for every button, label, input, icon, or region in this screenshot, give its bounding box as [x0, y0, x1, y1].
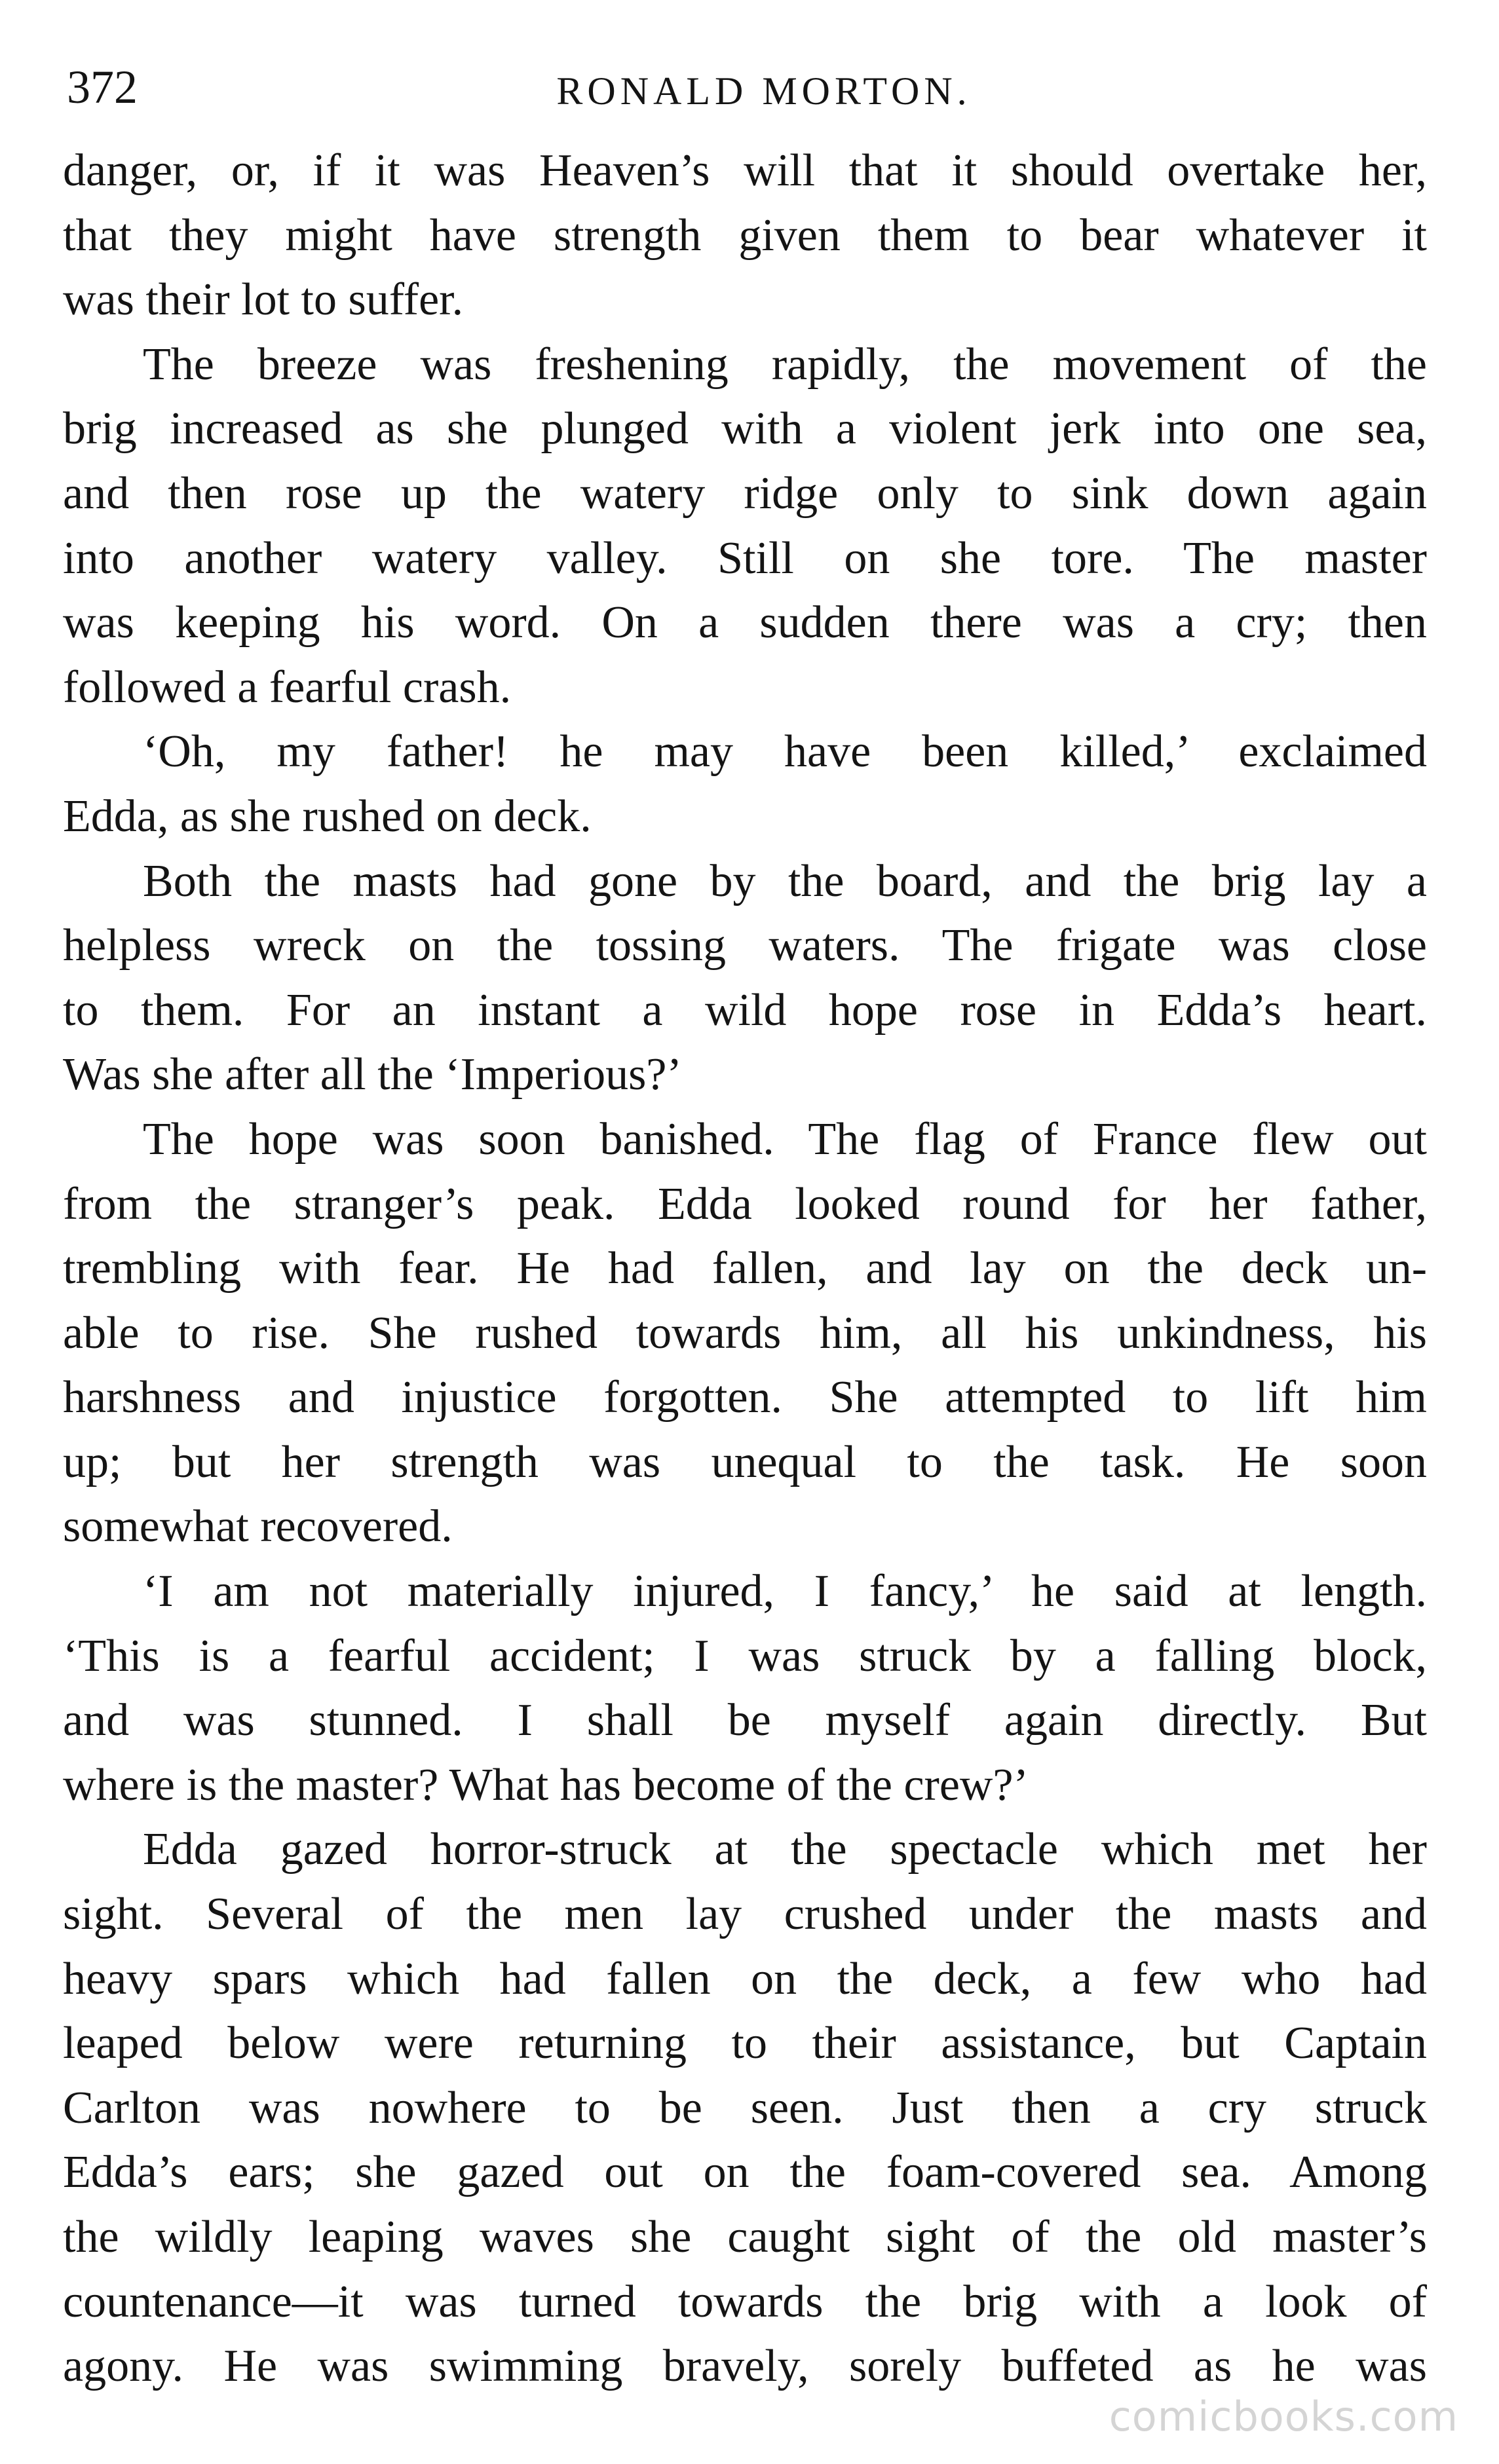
- text-line: agony. He was swimming bravely, sorely buffeted as he was: [63, 2341, 1427, 2392]
- text-line: and was stunned. I shall be myself again directly. But: [63, 1695, 1427, 1746]
- text-line: The hope was soon banished. The flag of France flew out: [143, 1113, 1427, 1165]
- text-line: countenance—it was turned towards the brig with a look of: [63, 2276, 1427, 2327]
- text-line: Both the masts had gone by the board, and the brig lay a: [143, 855, 1427, 906]
- text-line: into another watery valley. Still on she tore. The master: [63, 532, 1427, 584]
- text-line: from the stranger’s peak. Edda looked round for her father,: [63, 1178, 1427, 1229]
- body-text: [63, 139, 1427, 2399]
- text-line: where is the master? What has become of the crew?’: [63, 1759, 1029, 1810]
- text-line: ‘Oh, my father! he may have been killed,’ exclaimed: [143, 726, 1427, 777]
- text-line: heavy spars which had fallen on the deck, a few who had: [63, 1953, 1427, 2004]
- text-line: Edda, as she rushed on deck.: [63, 791, 592, 842]
- text-line: harshness and injustice forgotten. She attempted to lift him: [63, 1372, 1427, 1423]
- text-line: that they might have strength given them to bear whatever it: [63, 210, 1427, 261]
- text-line: trembling with fear. He had fallen, and lay on the deck un-: [63, 1243, 1427, 1294]
- running-title: RONALD MORTON.: [556, 69, 972, 113]
- text-line: danger, or, if it was Heaven’s will that it should overtake her,: [63, 145, 1427, 196]
- text-line: up; but her strength was unequal to the task. He soon: [63, 1436, 1427, 1487]
- text-line: The breeze was freshening rapidly, the movement of the: [143, 339, 1427, 390]
- watermark: comicbooks.com: [1109, 2393, 1458, 2440]
- text-line: was their lot to suffer.: [63, 274, 464, 326]
- text-line: somewhat recovered.: [63, 1501, 453, 1552]
- text-line: Edda’s ears; she gazed out on the foam-covered sea. Among: [63, 2147, 1427, 2198]
- text-line: ‘This is a fearful accident; I was struck by a falling block,: [63, 1630, 1427, 1681]
- text-line: Edda gazed horror-struck at the spectacle which met her: [143, 1824, 1427, 1875]
- text-line: leaped below were returning to their assistance, but Captain: [63, 2018, 1427, 2069]
- text-line: was keeping his word. On a sudden there was a cry; then: [63, 597, 1427, 648]
- running-head: [63, 51, 1439, 123]
- text-line: sight. Several of the men lay crushed under the masts and: [63, 1889, 1427, 1940]
- text-line: helpless wreck on the tossing waters. The frigate was close: [63, 920, 1427, 971]
- text-line: and then rose up the watery ridge only to sink down again: [63, 468, 1427, 519]
- text-line: ‘I am not materially injured, I fancy,’ he said at length.: [143, 1566, 1427, 1617]
- text-line: brig increased as she plunged with a violent jerk into one sea,: [63, 403, 1427, 455]
- page-number: 372: [67, 61, 138, 113]
- text-line: able to rise. She rushed towards him, all his unkindness, his: [63, 1307, 1427, 1358]
- text-line: Was she after all the ‘Imperious?’: [63, 1049, 682, 1100]
- text-line: followed a fearful crash.: [63, 662, 512, 713]
- text-line: to them. For an instant a wild hope rose in Edda’s heart.: [63, 984, 1427, 1036]
- text-line: the wildly leaping waves she caught sight of the old master’s: [63, 2212, 1427, 2262]
- text-line: Carlton was nowhere to be seen. Just then a cry struck: [63, 2082, 1427, 2133]
